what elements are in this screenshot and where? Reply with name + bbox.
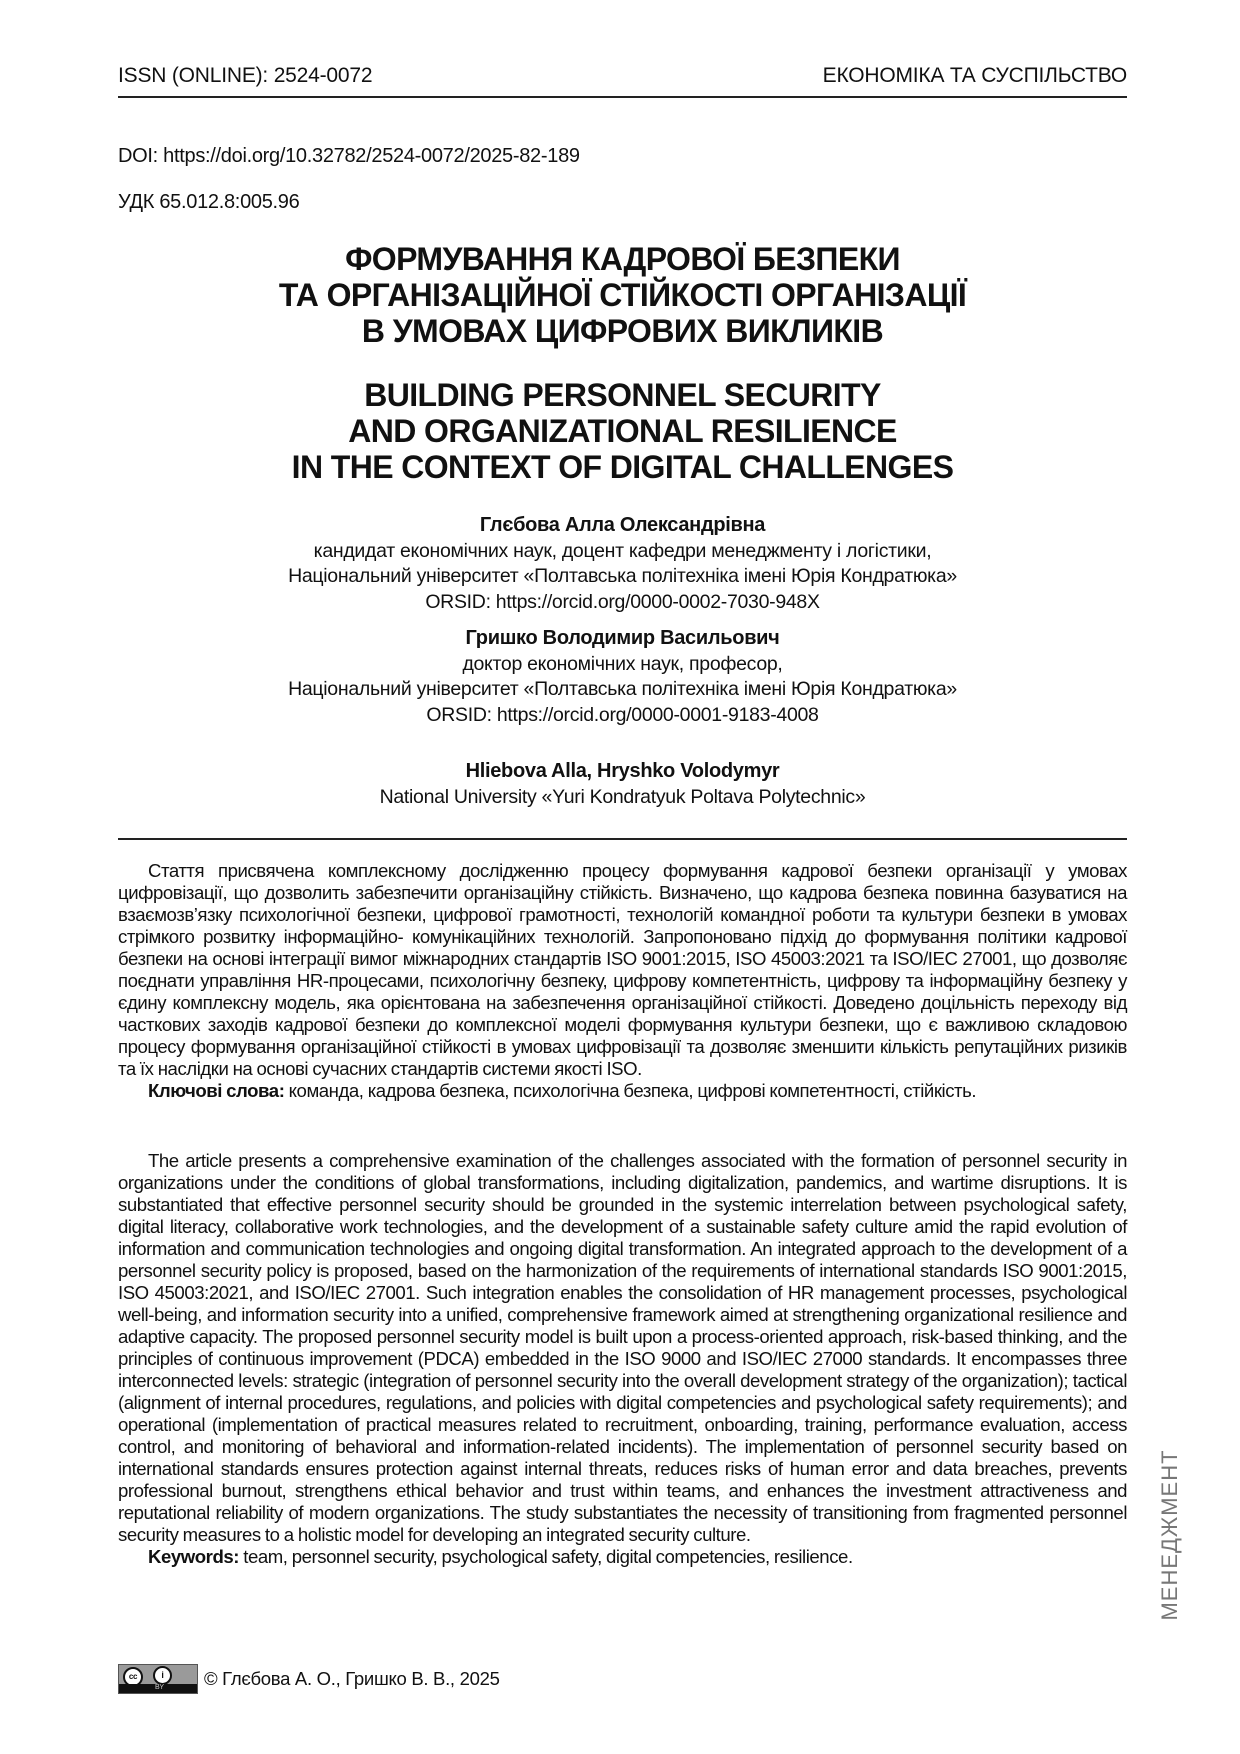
title-line: В УМОВАХ ЦИФРОВИХ ВИКЛИКІВ — [361, 313, 884, 349]
cc-icon: cc — [123, 1667, 143, 1687]
author-affiliation: Національний університет «Полтавська політехніка імені Юрія Кондратюка» — [288, 565, 957, 587]
author-names-en: Hliebova Alla, Hryshko Volodymyr — [465, 760, 780, 782]
keywords-text: team, personnel security, psychological safety, digital competencies, resilience. — [239, 1546, 853, 1567]
issn: ISSN (ONLINE): 2524-0072 — [118, 64, 373, 87]
author-degree: кандидат економічних наук, доцент кафедри менеджменту і логістики, — [313, 539, 932, 562]
title-ukrainian — [118, 241, 1127, 349]
cc-by-license-icon[interactable] — [118, 1664, 198, 1694]
authors-english — [118, 759, 1127, 810]
udk: УДК 65.012.8:005.96 — [118, 191, 300, 213]
author-name: Гришко Володимир Васильович — [465, 627, 780, 649]
keywords-label: Ключові слова: — [148, 1080, 285, 1101]
header-divider — [118, 96, 1127, 98]
doi[interactable]: DOI: https://doi.org/10.32782/2524-0072/2025-82-189 — [118, 145, 580, 167]
title-line: ФОРМУВАННЯ КАДРОВОЇ БЕЗПЕКИ — [345, 241, 900, 277]
abstract-text: Стаття присвячена комплексному дослідженню процесу формування кадрової безпеки організації у умовах цифровізації, що дозволить забезпечити організаційну стійкість. Визначено, що кадрова безпека повинна базуватися на взаємозв’язку психологічної безпеки, цифрової грамотності, технологій командної роботи та культури безпеки в умовах стрімкого розвитку інформаційно- комунікаційних технологій. Запропоновано підхід до формування політики кадрової безпеки на основі інтеграції вимог міжнародних стандартів ISO 9001:2015, ISO 45003:2021 та ISO/IEC 27001, що дозволяє поєднати управління HR-процесами, психологічну безпеку, цифрову компетентність, цифрову та інформаційну безпеку у єдину комплексну модель, яка орієнтована на забезпечення організаційної стійкості. Доведено доцільність переходу від часткових заходів кадрової безпеки до комплексної моделі формування культури безпеки, що є важливою складовою процесу формування організаційної стійкості в умовах цифровізації та дозволяє зменшити кількість репутаційних ризиків та їх наслідки на основі сучасних стандартів системи якості ISO. — [118, 860, 1127, 1079]
keywords-english — [118, 1546, 1127, 1568]
keywords-ukrainian — [118, 1080, 1127, 1102]
abstract-text: The article presents a comprehensive examination of the challenges associated with the formation of personnel security in organizations under the conditions of global transformations, including digitalization, pandemics, and wartime disruptions. It is substantiated that effective personnel security should be grounded in the systemic interrelation between psychological safety, digital literacy, collaborative work technologies, and the development of a sustainable safety culture amid the rapid evolution of information and communication technologies and ongoing digital transformation. An integrated approach to the development of a personnel security policy is proposed, based on the harmonization of the requirements of international standards ISO 9001:2015, ISO 45003:2021, and ISO/IEC 27001. Such integration enables the consolidation of HR management processes, psychological well-being, and information security into a unified, comprehensive framework aimed at strengthening organizational resilience and adaptive capacity. The proposed personnel security model is built upon a process-oriented approach, risk-based thinking, and the principles of continuous improvement (PDCA) embedded in the ISO 9000 and ISO/IEC 27000 standards. It encompasses three interconnected levels: strategic (integration of personnel security into the overall development strategy of the organization); tactical (alignment of internal procedures, regulations, and policies with digital competencies and psychological safety requirements); and operational (implementation of practical measures related to recruitment, onboarding, training, performance evaluation, access control, and monitoring of behavioral and information-related incidents). The implementation of personnel security based on international standards ensures protection against internal threats, reduces risks of human error and data breaches, prevents professional burnout, strengthens ethical behavior and trust within teams, and enhances the investment attractiveness and reputational reliability of modern organizations. The study substantiates the necessity of transitioning from fragmented personnel security measures to a holistic model for developing an integrated security culture. — [118, 1150, 1127, 1545]
attribution-icon: i — [153, 1666, 172, 1685]
copyright: © Глєбова А. О., Гришко В. В., 2025 — [204, 1668, 500, 1689]
by-bar — [119, 1684, 197, 1693]
author-2 — [118, 626, 1127, 728]
title-line: ТА ОРГАНІЗАЦІЙНОЇ СТІЙКОСТІ ОРГАНІЗАЦІЇ — [278, 277, 967, 313]
abstract-divider — [118, 838, 1127, 840]
affiliation-en: National University «Yuri Kondratyuk Poltava Polytechnic» — [379, 785, 866, 808]
title-english — [118, 377, 1127, 485]
title-line: BUILDING PERSONNEL SECURITY — [364, 377, 881, 413]
keywords-label: Keywords: — [148, 1546, 240, 1567]
license-footer — [118, 1664, 500, 1694]
abstract-ukrainian — [118, 860, 1127, 1102]
author-orcid[interactable]: ORSID: https://orcid.org/0000-0001-9183-4008 — [426, 703, 819, 726]
title-line: IN THE CONTEXT OF DIGITAL CHALLENGES — [291, 449, 954, 485]
abstract-english — [118, 1150, 1127, 1568]
author-1 — [118, 513, 1127, 615]
section-label — [1150, 1445, 1190, 1625]
author-affiliation: Національний університет «Полтавська політехніка імені Юрія Кондратюка» — [288, 678, 957, 700]
section-name: МЕНЕДЖМЕНТ — [1157, 1449, 1182, 1621]
title-line: AND ORGANIZATIONAL RESILIENCE — [348, 413, 897, 449]
author-name: Глєбова Алла Олександрівна — [479, 514, 766, 536]
by-label: BY — [155, 1684, 164, 1691]
author-orcid[interactable]: ORSID: https://orcid.org/0000-0002-7030-948X — [425, 590, 820, 613]
author-degree: доктор економічних наук, професор, — [462, 652, 783, 675]
keywords-text: команда, кадрова безпека, психологічна безпека, цифрові компетентності, стійкість. — [284, 1080, 977, 1101]
running-header — [118, 64, 1127, 88]
journal-name: ЕКОНОМІКА ТА СУСПІЛЬСТВО — [822, 64, 1127, 87]
